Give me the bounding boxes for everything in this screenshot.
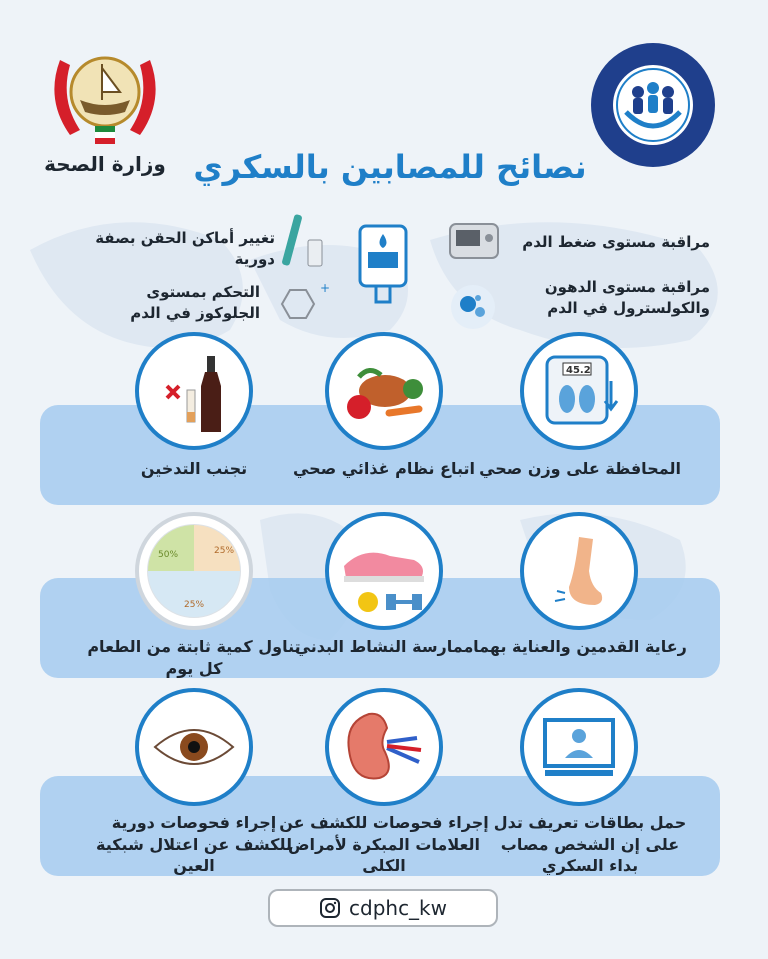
label-line: العين [173,856,215,876]
plate-icon [135,512,253,630]
instagram-icon [319,897,341,919]
label-line: حمل بطاقات تعريف تدل [493,813,687,832]
plate-percent: 25% [184,600,205,610]
foot-icon [520,512,638,630]
glucometer-icon [352,222,414,306]
label-line: كل يوم [165,658,223,678]
blood-pressure-monitor-icon [448,218,504,268]
plate-percent: 25% [214,546,235,556]
label-line: للكشف عن اعتلال شبكية [96,834,292,854]
id-card-icon [520,688,638,806]
ministry-name: وزارة الصحة [44,152,166,176]
plate-percent: 50% [158,550,179,560]
label-line: العلامات المبكرة لأمراض [287,834,481,854]
instagram-handle-text: cdphc_kw [349,896,447,920]
tip-injection-sites [60,228,275,270]
cholesterol-icon [448,282,498,332]
label-no-smoking: تجنب التدخين [140,459,248,478]
label-line: على إن الشخص مصاب [500,834,680,854]
label-fixed-food [74,636,314,679]
tip-text: مراقبة مستوى ضغط الدم [522,233,710,251]
label-line: تناول كمية ثابتة من الطعام [87,637,301,656]
no-smoking-icon [135,332,253,450]
instagram-handle[interactable] [268,889,498,927]
tip-line: مراقبة مستوى الدهون [544,278,710,296]
ministry-logo [40,40,170,150]
tip-line: الجلوكوز في الدم [130,304,260,322]
tip-blood-pressure [510,232,710,253]
sneaker-icon [325,512,443,630]
tip-cholesterol [510,277,710,319]
scale-reading: 45.2 [566,365,591,376]
label-foot-care: رعاية القدمين والعناية بهما [473,637,687,656]
label-healthy-diet: اتباع نظام غذائي صحي [292,459,476,478]
label-eye-tests [74,812,314,877]
svg-text:+: + [320,281,330,295]
label-line: بداء السكري [541,856,639,876]
insulin-pen-icon [280,210,326,270]
scale-icon [520,332,638,450]
page-title: نصائح للمصابين بالسكري [193,148,587,186]
tip-line: تغيير أماكن الحقن بصفة [95,229,275,247]
kidney-icon [325,688,443,806]
glucose-molecule-icon [270,280,330,330]
label-line: الكلى [362,856,406,876]
tip-glucose-control [60,282,260,324]
label-physical-activity: ممارسة النشاط البدني [294,637,474,656]
label-id-card [470,812,710,877]
label-healthy-weight: المحافظة على وزن صحي [479,459,681,478]
eye-icon [135,688,253,806]
label-line: إجراء فحوصات دورية [111,813,277,832]
tip-line: التحكم بمستوى [146,283,260,301]
label-line: إجراء فحوصات للكشف عن [279,813,489,832]
food-icon [325,332,443,450]
tip-line: دورية [234,250,275,268]
tip-line: والكولسترول في الدم [547,299,710,317]
